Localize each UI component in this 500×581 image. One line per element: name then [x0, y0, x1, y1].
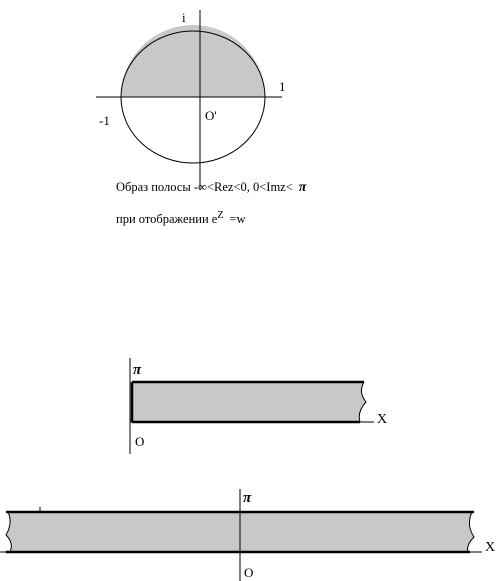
label-one: 1 [279, 79, 286, 94]
caption-line-2 [116, 212, 246, 228]
middle-label-origin: O [135, 434, 145, 449]
caption-line-2-suffix: =w [229, 212, 246, 226]
circle-diagram [96, 0, 362, 234]
circle-image-panel [96, 0, 362, 234]
caption-line-1-text: Образ полосы -∞<Rez<0, 0<Imz< [116, 180, 293, 194]
half-strip-panel [118, 354, 394, 454]
full-strip-diagram [0, 483, 500, 581]
upper-half-disk [121, 25, 265, 97]
bottom-label-x: X [485, 540, 496, 555]
middle-label-pi: π [133, 362, 142, 378]
caption-exponent: Z [217, 210, 224, 221]
middle-label-x: X [377, 412, 388, 427]
half-strip-diagram [118, 354, 394, 454]
caption-line-2-prefix: при отображении e [116, 212, 218, 226]
full-strip-panel [0, 483, 500, 581]
label-center: O' [205, 108, 217, 123]
pi-symbol: π [298, 180, 307, 195]
label-i: i [182, 10, 186, 25]
caption-line-1 [116, 180, 306, 195]
label-minus-one: -1 [99, 113, 110, 128]
bottom-label-pi: π [243, 490, 252, 506]
bottom-label-origin: O [244, 565, 254, 580]
half-strip-region [132, 382, 366, 422]
